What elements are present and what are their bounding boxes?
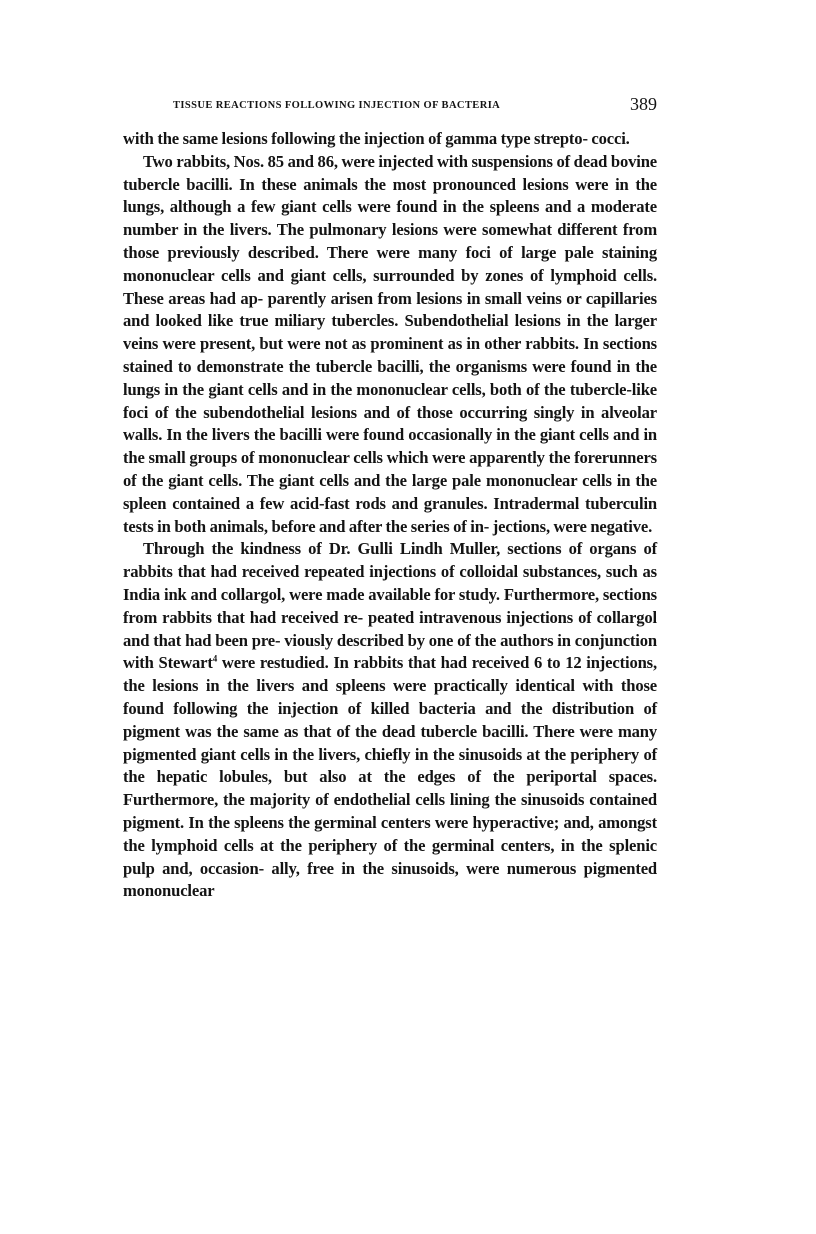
running-head [173,94,657,120]
page [123,94,657,903]
paragraph-continuation: with the same lesions following the injection of gamma type strepto- cocci. [123,129,630,148]
paragraph-tubercle-bacilli: Two rabbits, Nos. 85 and 86, were injected with suspensions of dead bovine tubercle bacilli. In these animals the most pronounced lesions were in the lungs, although a few giant cells were found in the spleens and a moderate number in the livers. The pulmonary lesions were somewhat different from those previously described. There were many foci of large pale staining mononuclear cells and giant cells, surrounded by zones of lymphoid cells. These areas had ap- parently arisen from lesions in small veins or capillaries and looked like true miliary tubercles. Subendothelial lesions in the larger veins were present, but were not as prominent as in other rabbits. In sections stained to demonstrate the tubercle bacilli, the organisms were found in the lungs in the giant cells and in the mononuclear cells, both of the tubercle-like foci of the subendothelial lesions and of those occurring singly in alveolar walls. In the livers the bacilli were found occasionally in the giant cells and in the small groups of mononuclear cells which were apparently the forerunners of the giant cells. The giant cells and the large pale mononuclear cells in the spleen contained a few acid-fast rods and granules. Intradermal tuberculin tests in both animals, before and after the series of in- jections, were negative. [123,151,657,536]
running-title: TISSUE REACTIONS FOLLOWING INJECTION OF BACTERIA [173,100,501,111]
footnote-ref: 4 [212,653,218,664]
paragraph-text-after-ref: were restudied. In rabbits that had received 6 to 12 injections, the lesions in the livers and spleens were practically identical with those found following the injection of killed bacteria and the distribution of pigment was the same as that of the dead tubercle bacilli. There were many pigmented giant cells in the livers, chiefly in the sinusoids at the periphery of the hepatic lobules, but also at the edges of the periportal spaces. Furthermore, the majority of endothelial cells lining the sinusoids contained pigment. In the spleens the germinal centers were hyperactive; and, amongst the lymphoid cells at the periphery of the germinal centers, in the splenic pulp and, occasion- ally, free in the sinusoids, were numerous pigmented mononuclear [123,653,657,901]
paragraph-text-before-ref: Through the kindness of Dr. Gulli Lindh Muller, sections of organs of rabbits that had received repeated injections of colloidal substances, such as India ink and collargol, were made available for study. Furthermore, sections from rabbits that had received re- peated intravenous injections of collargol and that had been pre- viously described by one of the authors in conjunction with Stewart [123,539,657,673]
paragraph-colloidal-substances [123,538,657,903]
page-number: 389 [630,94,657,114]
body-text [123,128,657,903]
